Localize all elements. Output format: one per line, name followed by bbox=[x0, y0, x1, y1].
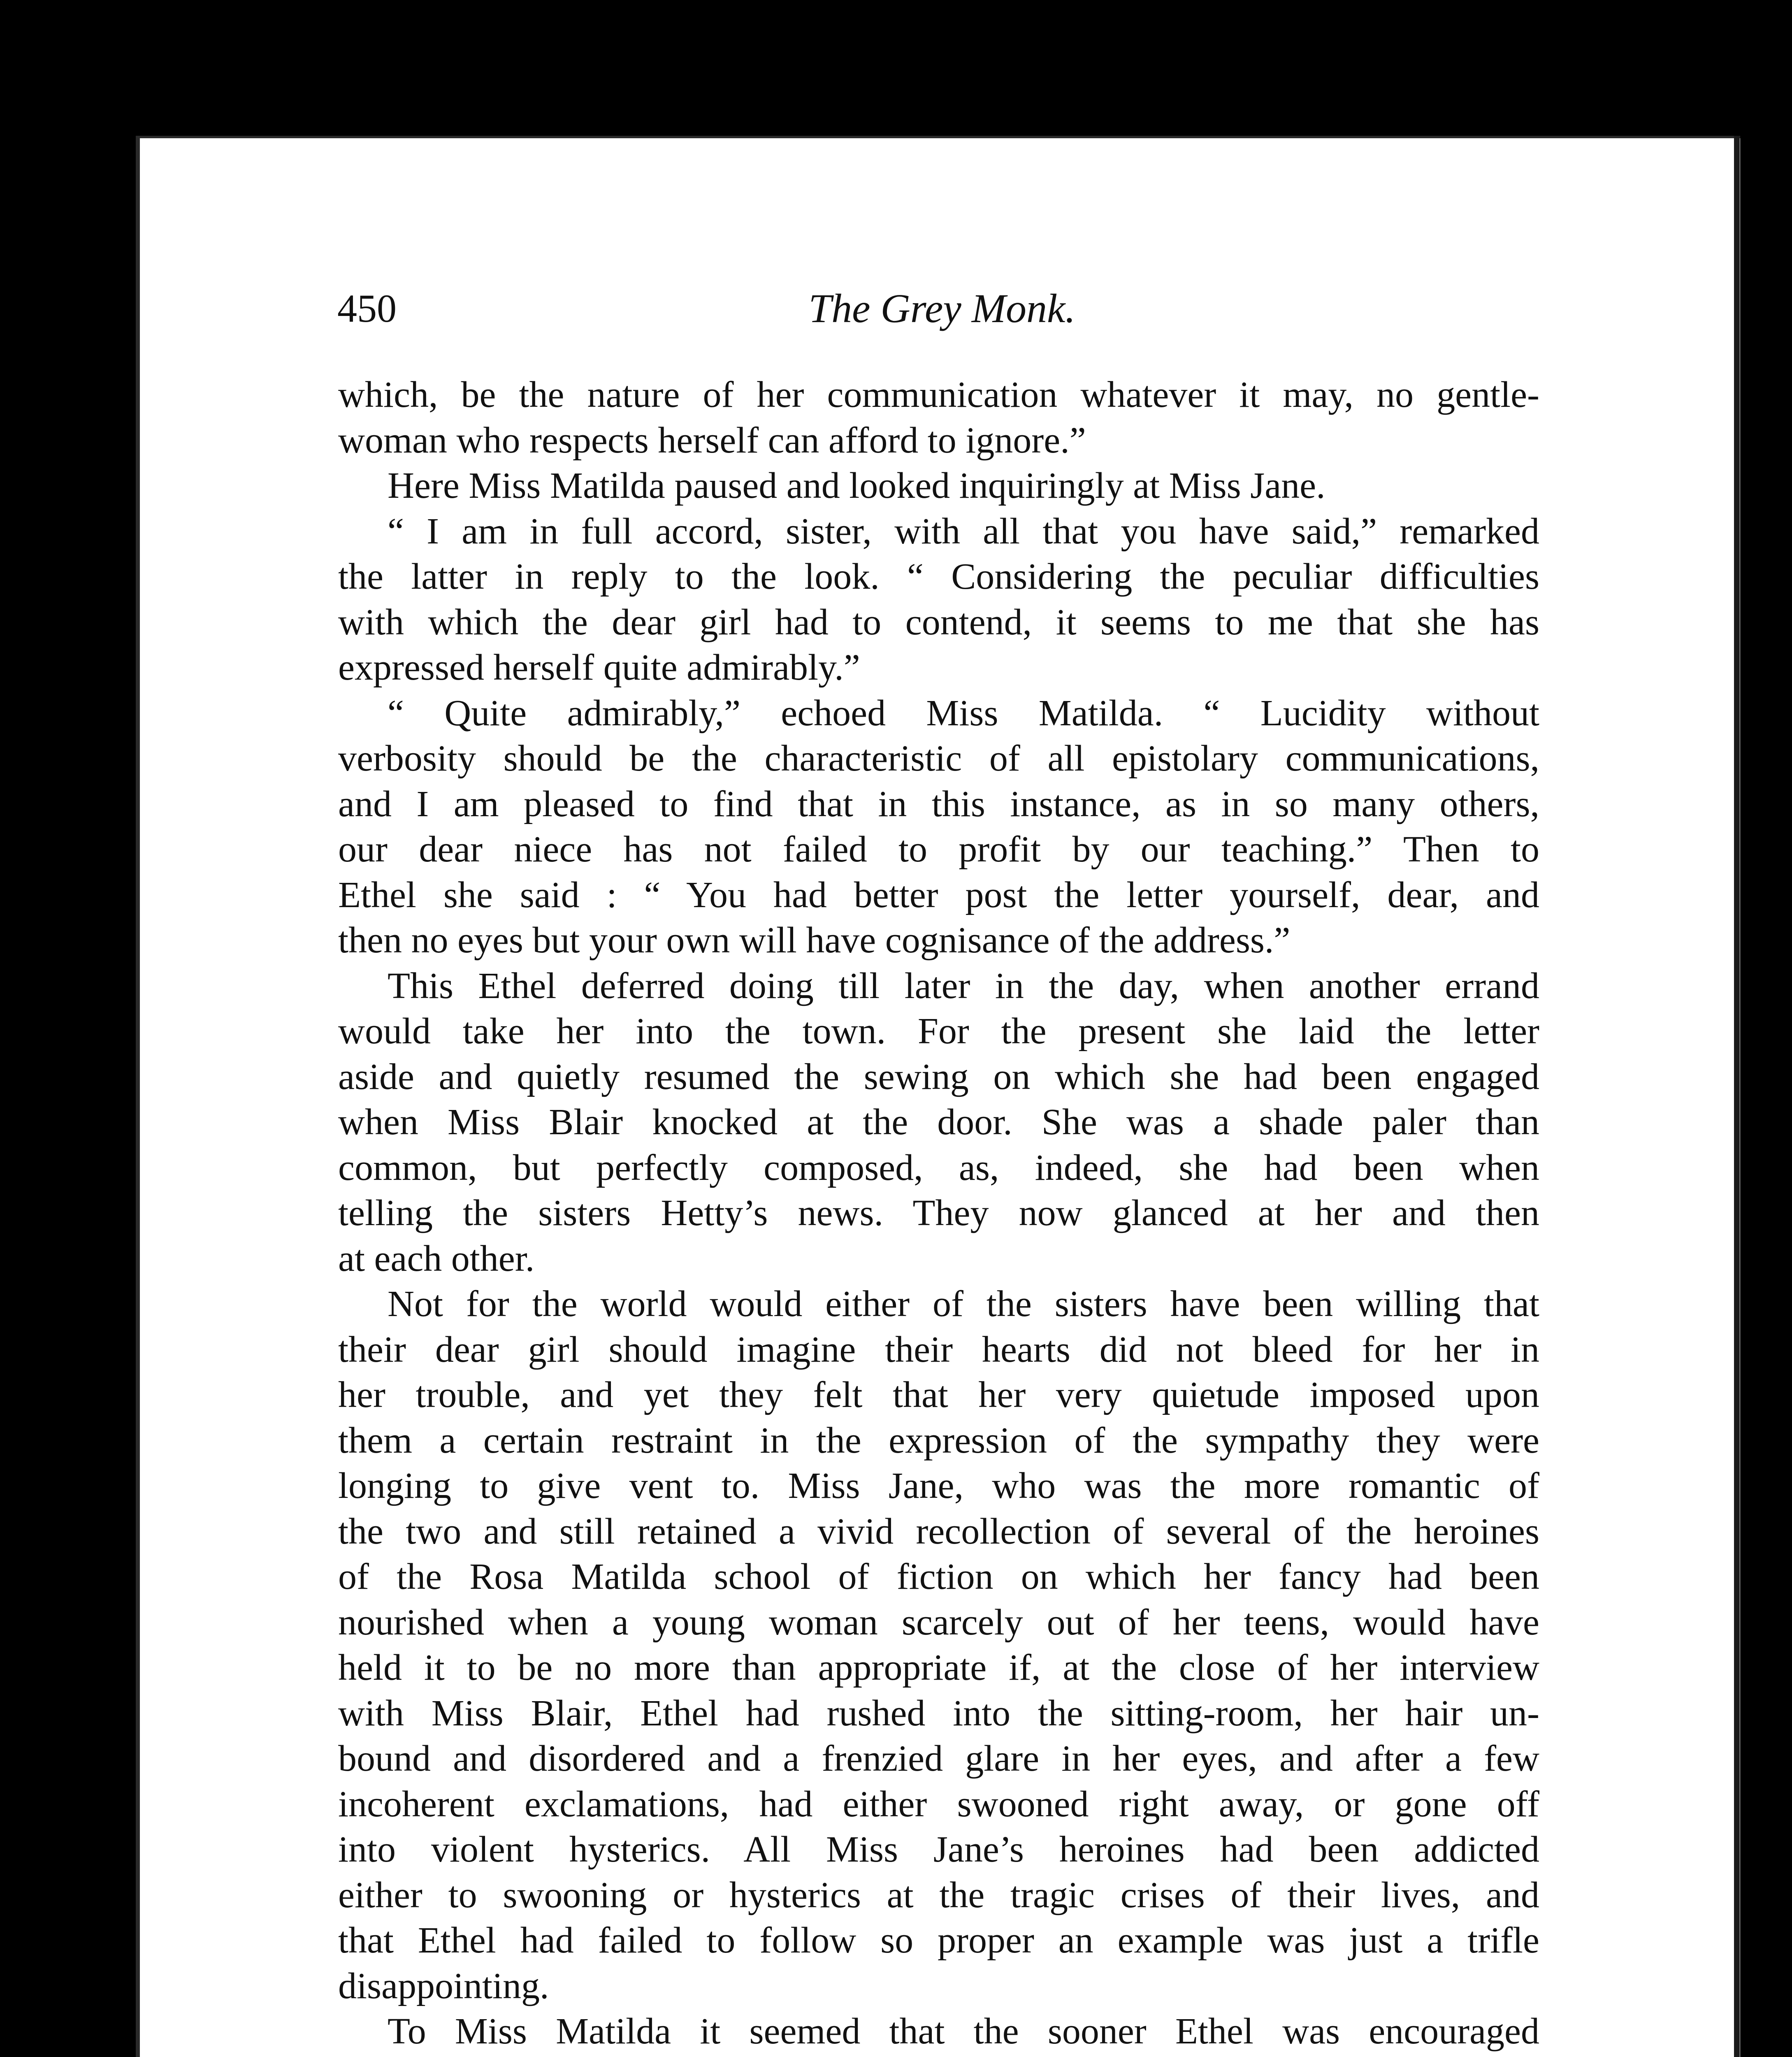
text-line: Here Miss Matilda paused and looked inquiringly at Miss Jane. bbox=[388, 465, 1325, 506]
text-line: aside and quietly resumed the sewing on which she had been engaged bbox=[338, 1056, 1539, 1097]
page-right-edge bbox=[1734, 136, 1740, 2057]
text-line: “ I am in full accord, sister, with all that you have said,” remarked bbox=[388, 511, 1539, 552]
text-line: Ethel she said : “ You had better post the letter yourself, dear, and bbox=[338, 874, 1539, 915]
text-line: that Ethel had failed to follow so proper an example was just a trifle bbox=[338, 1920, 1539, 1961]
text-line bbox=[338, 2055, 1539, 2057]
text-line: our dear niece has not failed to profit by our teaching.” Then to bbox=[338, 829, 1539, 870]
text-line: then no eyes but your own will have cognisance of the address.” bbox=[338, 920, 1291, 961]
page-header bbox=[337, 284, 1547, 333]
text-line: Not for the world would either of the sisters have been willing that bbox=[388, 1284, 1539, 1324]
text-line: would take her into the town. For the present she laid the letter bbox=[338, 1011, 1539, 1052]
text-line: To Miss Matilda it seemed that the sooner Ethel was encouraged bbox=[388, 2011, 1539, 2052]
text-line: expressed herself quite admirably.” bbox=[338, 647, 860, 688]
text-line: disappointing. bbox=[338, 1965, 549, 2006]
text-line: the latter in reply to the look. “ Considering the peculiar difficulties bbox=[338, 556, 1539, 597]
text-line: telling the sisters Hetty’s news. They now glanced at her and then bbox=[338, 1193, 1539, 1233]
text-line: woman who respects herself can afford to ignore.” bbox=[338, 420, 1086, 461]
page-number: 450 bbox=[337, 286, 397, 330]
text-line: into violent hysterics. All Miss Jane’s heroines had been addicted bbox=[338, 1829, 1539, 1870]
text-line: longing to give vent to. Miss Jane, who was the more romantic of bbox=[338, 1465, 1539, 1506]
text-line: incoherent exclamations, had either swooned right away, or gone off bbox=[338, 1783, 1539, 1825]
text-line: either to swooning or hysterics at the tragic crises of their lives, and bbox=[338, 1874, 1539, 1915]
text-line: of the Rosa Matilda school of fiction on which her fancy had been bbox=[338, 1556, 1539, 1597]
text-line: common, but perfectly composed, as, indeed, she had been when bbox=[338, 1147, 1539, 1188]
text-line: bound and disordered and a frenzied glare in her eyes, and after a few bbox=[338, 1738, 1539, 1779]
text-line: held it to be no more than appropriate if, at the close of her interview bbox=[338, 1647, 1539, 1688]
text-line: with which the dear girl had to contend, it seems to me that she has bbox=[338, 601, 1539, 643]
text-line: them a certain restraint in the expression of the sympathy they were bbox=[338, 1420, 1539, 1461]
text-line: with Miss Blair, Ethel had rushed into the sitting-room, her hair un- bbox=[338, 1692, 1539, 1734]
text-line: verbosity should be the characteristic of all epistolary communications, bbox=[338, 738, 1539, 779]
text-line: their dear girl should imagine their hearts did not bleed for her in bbox=[338, 1329, 1539, 1370]
running-title: The Grey Monk. bbox=[808, 286, 1076, 331]
text-line: “ Quite admirably,” echoed Miss Matilda. “ Lucidity without bbox=[388, 692, 1539, 734]
text-line: which, be the nature of her communication whatever it may, no gentle- bbox=[338, 374, 1539, 415]
text-line: her trouble, and yet they felt that her very quietude imposed upon bbox=[338, 1374, 1539, 1415]
text-line: nourished when a young woman scarcely out of her teens, would have bbox=[338, 1602, 1539, 1643]
text-line: the two and still retained a vivid recollection of several of the heroines bbox=[338, 1511, 1539, 1552]
text-line: and I am pleased to find that in this instance, as in so many others, bbox=[338, 783, 1539, 824]
text-line: at each other. bbox=[338, 1238, 535, 1279]
body-text bbox=[338, 372, 1539, 2057]
text-line: when Miss Blair knocked at the door. She was a shade paler than bbox=[338, 1102, 1539, 1142]
text-line: This Ethel deferred doing till later in the day, when another errand bbox=[388, 965, 1539, 1006]
